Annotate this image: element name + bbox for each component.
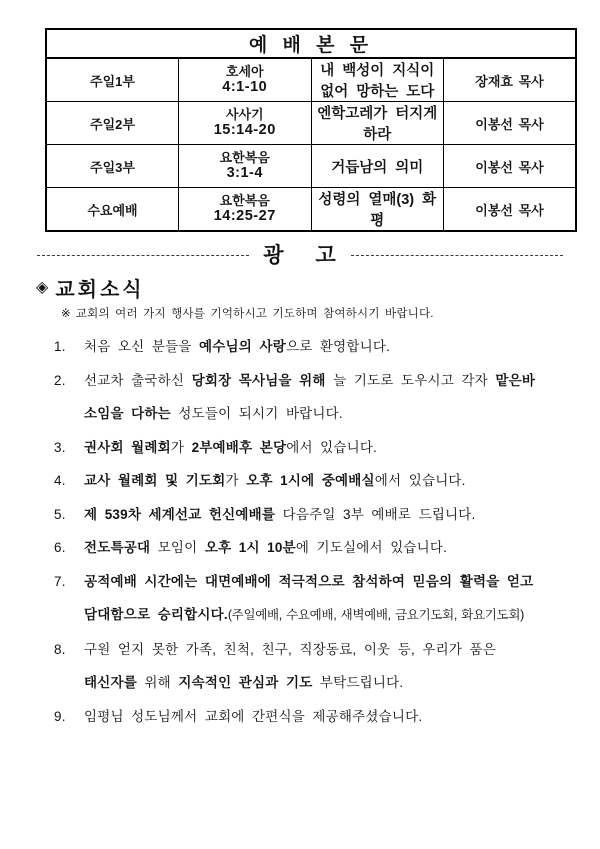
table-row: [46, 58, 576, 102]
text-segment: 권사회 월례회: [84, 439, 171, 455]
sermon-title-cell: 거듭남의 의미: [311, 145, 444, 188]
announcement-line: [54, 633, 594, 667]
announcement-line: [54, 498, 594, 532]
text-segment: 모임이: [150, 540, 205, 555]
announcement-line: [54, 431, 594, 465]
text-segment: 으로 환영합니다.: [285, 339, 391, 354]
announcement-line: [84, 666, 594, 700]
passage-ref: 4:1-10: [222, 79, 268, 96]
divider-dash-right-icon: [351, 255, 563, 256]
sermon-title-cell: 내 백성이 지식이 없어 망하는 도다: [311, 58, 444, 102]
scripture-table-section: [0, 0, 600, 232]
table-row: [46, 188, 576, 232]
text-segment: 처음 오신 분들을: [84, 339, 200, 354]
announcement-line: [54, 565, 594, 599]
item-number: 9.: [54, 708, 66, 724]
item-number: 7.: [54, 573, 66, 589]
announcement-line: [54, 700, 594, 734]
announcement-line: [54, 330, 594, 364]
announcement-line: [54, 531, 594, 565]
text-segment: 오후 1시에 중예배실: [246, 473, 375, 488]
text-segment: 늘 기도로 도우시고 각자: [325, 372, 496, 388]
announcement-line: [84, 397, 594, 431]
text-segment: 2부예배후 본당: [191, 439, 287, 455]
item-number: 2.: [54, 372, 66, 388]
passage-cell: [179, 102, 312, 145]
service-cell: 주일2부: [46, 102, 179, 145]
item-number: 1.: [54, 339, 66, 354]
preacher-cell: 장재효 목사: [444, 58, 577, 102]
passage-ref: 14:25-27: [213, 208, 276, 225]
announcement-item: [54, 330, 594, 364]
text-segment: 당회장 목사님을 위해: [191, 372, 326, 388]
sermon-title-cell: 엔학고레가 터지게 하라: [311, 102, 444, 145]
passage-book: 요한복음: [219, 149, 270, 165]
item-number: 3.: [54, 439, 66, 455]
text-segment: 오후 1시 10분: [204, 540, 296, 555]
announcement-item: [54, 364, 594, 431]
passage-cell: [179, 58, 312, 102]
announcement-item: [54, 431, 594, 465]
table-row: [46, 145, 576, 188]
text-segment: 에서 있습니다.: [286, 439, 378, 455]
sermon-title-cell: 성령의 열매(3) 화평: [311, 188, 444, 232]
text-segment: 예수님의 사랑: [199, 339, 286, 354]
announcement-line: [84, 598, 594, 633]
divider-dash-left-icon: [37, 255, 249, 256]
text-segment: 성도들이 되시기 바랍니다.: [170, 406, 343, 421]
text-segment: 공적예배 시간에는 대면예배에 적극적으로 참석하여 믿음의 활력을 얻고: [84, 573, 534, 589]
announcement-item: [54, 565, 594, 633]
text-segment: (주일예배, 수요예배, 새벽예배, 금요기도회, 화요기도회): [227, 608, 524, 622]
text-segment: 다음주일 3부 예배로 드립니다.: [275, 506, 476, 522]
table-title-row: [46, 29, 576, 58]
service-cell: 주일1부: [46, 58, 179, 102]
text-segment: 담대함으로 승리합시다.: [84, 607, 228, 622]
item-number: 6.: [54, 540, 66, 555]
text-segment: 제 539차 세계선교 헌신예배를: [84, 506, 276, 522]
scripture-table: [45, 28, 577, 232]
item-number: 5.: [54, 506, 66, 522]
text-segment: 전도특공대: [84, 540, 151, 555]
passage-ref: 3:1-4: [226, 165, 263, 182]
table-row: [46, 102, 576, 145]
text-segment: 선교차 출국하신: [84, 372, 192, 388]
passage-book: 사사기: [225, 106, 264, 122]
text-segment: 맡은바: [495, 372, 536, 388]
service-cell: 수요예배: [46, 188, 179, 232]
preacher-cell: 이봉선 목사: [444, 145, 577, 188]
announcement-line: [54, 464, 594, 498]
church-news-heading: [36, 273, 600, 302]
announcement-item: [54, 498, 594, 532]
reference-mark-icon: ※: [61, 308, 71, 320]
passage-cell: [179, 145, 312, 188]
scripture-table-body: [46, 58, 576, 231]
scripture-table-title: 예 배 본 문: [46, 29, 576, 58]
announcement-line: [54, 364, 594, 398]
text-segment: 가: [170, 439, 192, 455]
announcement-item: [54, 633, 594, 700]
service-cell: 주일3부: [46, 145, 179, 188]
church-news-note: [61, 305, 600, 321]
text-segment: 가: [225, 473, 247, 488]
text-segment: 구원 얻지 못한 가족, 친척, 친구, 직장동료, 이웃 등, 우리가 품은: [84, 641, 497, 657]
text-segment: 에 기도실에서 있습니다.: [295, 540, 448, 555]
text-segment: 임평님 성도님께서 교회에 간편식을 제공해주셨습니다.: [84, 708, 423, 724]
item-number: 4.: [54, 473, 66, 488]
passage-book: 호세아: [225, 63, 264, 79]
church-news-note-text: 교회의 여러 가지 행사를 기억하시고 기도하며 참여하시기 바랍니다.: [75, 308, 434, 320]
announcements-divider: [37, 245, 563, 266]
preacher-cell: 이봉선 목사: [444, 102, 577, 145]
text-segment: 교사 월례회 및 기도회: [84, 473, 226, 488]
diamond-icon: ◈: [36, 278, 49, 296]
item-number: 8.: [54, 641, 66, 657]
passage-ref: 15:14-20: [213, 122, 276, 139]
text-segment: 지속적인 관심과 기도: [178, 675, 313, 690]
church-news-title: 교회소식: [55, 279, 145, 301]
announcement-item: [54, 531, 594, 565]
announcement-item: [54, 464, 594, 498]
passage-book: 요한복음: [219, 192, 270, 208]
text-segment: 에서 있습니다.: [374, 473, 466, 488]
announcement-list: [54, 330, 594, 733]
text-segment: 소임을 다하는: [84, 406, 171, 421]
divider-title: 광 고: [263, 244, 349, 267]
passage-cell: [179, 188, 312, 232]
preacher-cell: 이봉선 목사: [444, 188, 577, 232]
text-segment: 부탁드립니다.: [312, 675, 404, 690]
announcement-item: [54, 700, 594, 734]
text-segment: 위해: [136, 675, 179, 690]
text-segment: 태신자를: [84, 675, 137, 690]
